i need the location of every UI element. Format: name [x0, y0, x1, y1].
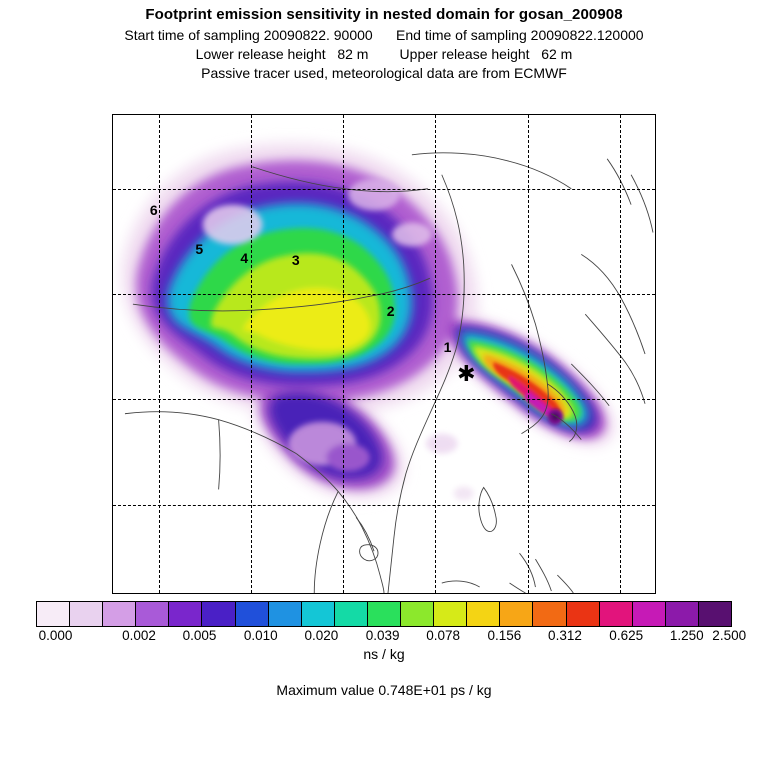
colorbar-cell	[401, 602, 434, 626]
colorbar-tick: 2.500	[712, 628, 747, 643]
colorbar-tick: 0.005	[182, 628, 217, 643]
contour-label-6: 6	[149, 202, 158, 219]
coastline-overlay	[113, 115, 655, 593]
colorbar-tick: 0.000	[38, 628, 73, 643]
tracer-met-line: Passive tracer used, meteorological data are from ECMWF	[201, 65, 567, 81]
colorbar-cell	[533, 602, 566, 626]
colorbar-swatches	[36, 601, 732, 627]
colorbar-tick: 0.625	[609, 628, 644, 643]
release-location-star-icon: ✱	[457, 360, 476, 386]
gridline-horizontal	[113, 399, 655, 400]
colorbar-cell	[335, 602, 368, 626]
colorbar-cell	[567, 602, 600, 626]
colorbar-cell	[699, 602, 731, 626]
colorbar-cell	[600, 602, 633, 626]
colorbar-cell	[666, 602, 699, 626]
colorbar-tick: 0.002	[122, 628, 156, 643]
colorbar-tick: 0.020	[304, 628, 339, 643]
gridline-vertical	[251, 115, 252, 593]
colorbar-tick: 0.312	[548, 628, 582, 643]
colorbar-tick-labels	[36, 628, 747, 646]
colorbar-tick: 0.078	[426, 628, 461, 643]
colorbar-cell	[500, 602, 533, 626]
contour-label-5: 5	[195, 240, 204, 257]
colorbar-cell	[236, 602, 269, 626]
colorbar-cell	[368, 602, 401, 626]
contour-label-3: 3	[291, 251, 300, 268]
colorbar-cell	[467, 602, 500, 626]
colorbar-cell	[169, 602, 202, 626]
map-panel	[112, 114, 656, 594]
colorbar	[36, 601, 747, 643]
maximum-value-label: Maximum value 0.748E+01 ps / kg	[276, 682, 492, 698]
gridline-vertical	[528, 115, 529, 593]
release-height-line: Lower release height 82 m Upper release height 62 m	[195, 46, 573, 62]
page-title: Footprint emission sensitivity in nested domain for gosan_200908	[145, 6, 623, 23]
colorbar-cell	[633, 602, 666, 626]
gridline-horizontal	[113, 505, 655, 506]
colorbar-cell	[434, 602, 467, 626]
colorbar-cell	[136, 602, 169, 626]
colorbar-cell	[302, 602, 335, 626]
sampling-time-line: Start time of sampling 20090822. 90000 End time of sampling 20090822.120000	[124, 27, 644, 43]
gridline-vertical	[620, 115, 621, 593]
colorbar-cell	[70, 602, 103, 626]
colorbar-cell	[37, 602, 70, 626]
contour-label-1: 1	[443, 338, 452, 355]
colorbar-cell	[103, 602, 136, 626]
contour-label-4: 4	[240, 250, 249, 267]
colorbar-tick: 0.156	[487, 628, 522, 643]
gridline-vertical	[435, 115, 436, 593]
figure-header	[0, 0, 768, 81]
gridline-horizontal	[113, 294, 655, 295]
gridline-vertical	[159, 115, 160, 593]
colorbar-cell	[202, 602, 235, 626]
colorbar-tick: 0.039	[365, 628, 400, 643]
colorbar-tick: 1.250	[669, 628, 704, 643]
colorbar-cell	[269, 602, 302, 626]
colorbar-units-label: ns / kg	[363, 646, 405, 662]
colorbar-tick: 0.010	[243, 628, 278, 643]
gridline-vertical	[343, 115, 344, 593]
contour-label-2: 2	[386, 302, 395, 319]
gridline-horizontal	[113, 189, 655, 190]
